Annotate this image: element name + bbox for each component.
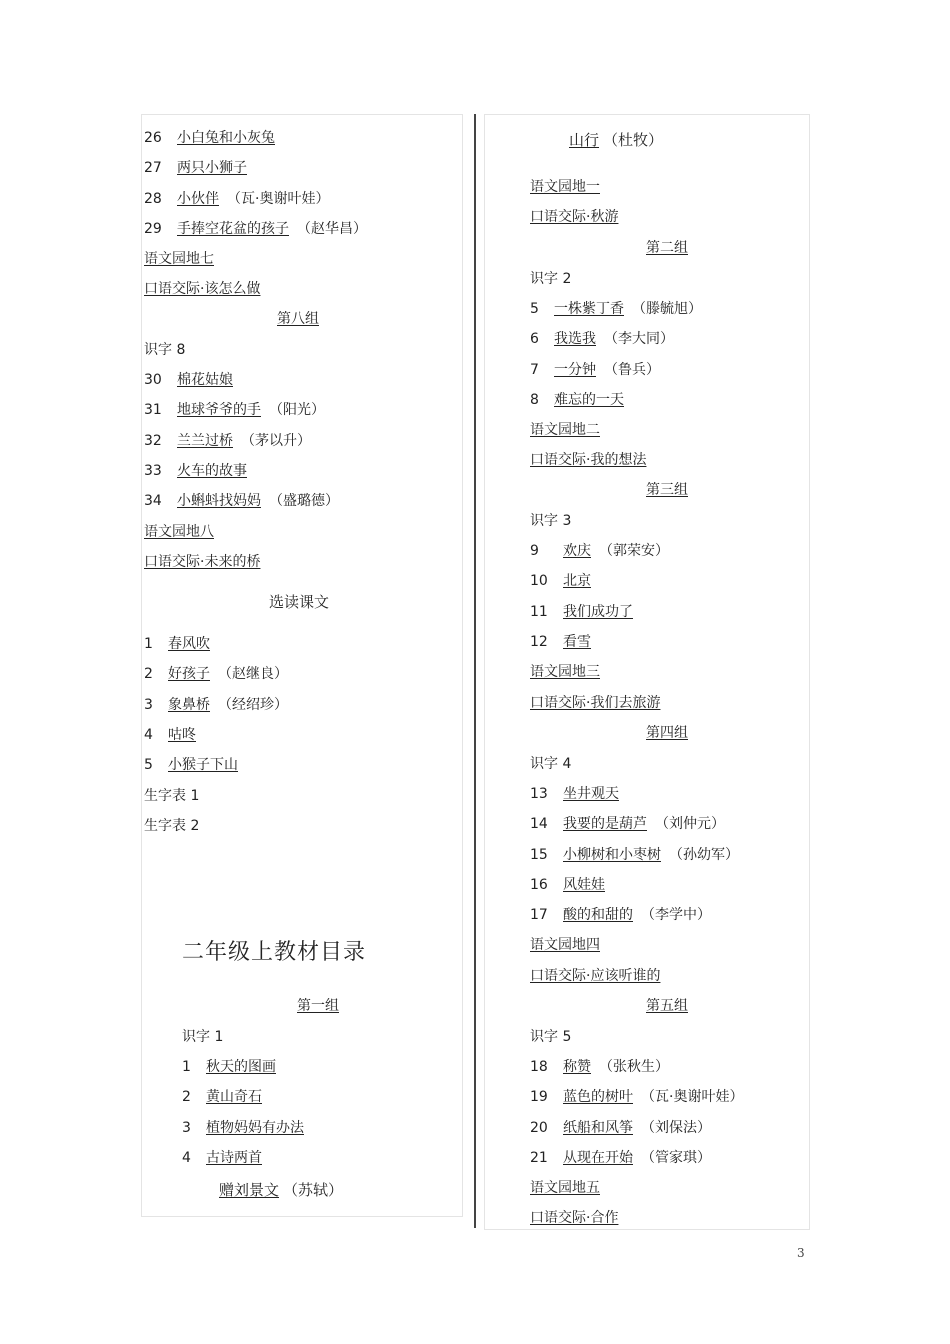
lesson-number: 28	[144, 191, 162, 207]
lesson-row	[182, 1149, 262, 1167]
lesson-title-link[interactable]: 看雪	[563, 634, 591, 650]
lesson-row	[530, 633, 591, 651]
poem-1-title[interactable]: 赠刘景文	[219, 1181, 280, 1199]
lesson-row	[530, 1119, 711, 1137]
lesson-row	[530, 542, 669, 560]
lesson-number: 29	[144, 221, 162, 237]
garden-2-link[interactable]: 语文园地二	[530, 422, 600, 438]
lesson-row	[530, 572, 591, 590]
lesson-author: （孙幼军）	[669, 847, 739, 863]
lesson-number: 16	[530, 877, 548, 893]
garden-3-link[interactable]: 语文园地三	[530, 664, 600, 680]
shizi-4-link[interactable]	[530, 755, 571, 773]
lesson-row	[530, 300, 702, 318]
lesson-row	[530, 876, 605, 894]
shizi-5-link[interactable]	[530, 1028, 571, 1046]
lesson-row	[182, 1088, 262, 1106]
group-4-heading[interactable]: 第四组	[646, 725, 688, 741]
lesson-number: 27	[144, 160, 162, 176]
lesson-title-link[interactable]: 蓝色的树叶	[563, 1089, 633, 1105]
elective-heading: 选读课文	[269, 593, 330, 611]
group-5-heading[interactable]: 第五组	[646, 998, 688, 1014]
lesson-author: （鲁兵）	[604, 362, 660, 378]
garden-7-link[interactable]: 语文园地七	[144, 251, 214, 267]
lesson-author: （管家琪）	[641, 1150, 711, 1166]
shizi-2-label: 识字 2	[530, 271, 572, 287]
lesson-title-link[interactable]: 兰兰过桥	[177, 433, 233, 449]
lesson-title-link[interactable]: 我要的是葫芦	[563, 816, 647, 832]
lesson-author: （郭荣安）	[599, 543, 669, 559]
lesson-title-link[interactable]: 小伙伴	[177, 191, 219, 207]
lesson-author: （李学中）	[641, 907, 711, 923]
lesson-title-link[interactable]: 棉花姑娘	[177, 372, 233, 388]
lesson-row	[530, 1058, 669, 1076]
poem-1-author: （苏轼）	[283, 1181, 344, 1199]
lesson-author: （瓦·奥谢叶娃）	[641, 1089, 744, 1105]
lesson-row	[144, 696, 288, 714]
group-3-heading[interactable]: 第三组	[646, 482, 688, 498]
oral-1-link[interactable]: 口语交际·秋游	[530, 209, 619, 225]
lesson-number: 18	[530, 1059, 548, 1075]
lesson-number: 34	[144, 493, 162, 509]
group-2-heading[interactable]: 第二组	[646, 240, 688, 256]
lesson-title-link[interactable]: 好孩子	[168, 666, 210, 682]
lesson-number: 8	[530, 392, 539, 408]
lesson-number: 26	[144, 130, 162, 146]
lesson-number: 6	[530, 331, 539, 347]
lesson-number: 3	[182, 1120, 191, 1136]
lesson-row	[144, 159, 247, 177]
lesson-number: 15	[530, 847, 548, 863]
lesson-title-link[interactable]: 坐井观天	[563, 786, 619, 802]
garden-4-link[interactable]: 语文园地四	[530, 937, 600, 953]
lesson-row	[144, 129, 275, 147]
lesson-row	[144, 190, 329, 208]
lesson-row	[144, 665, 288, 683]
lesson-author: （张秋生）	[599, 1059, 669, 1075]
lesson-row	[530, 361, 660, 379]
oral-8-link[interactable]: 口语交际·未来的桥	[144, 554, 261, 570]
group-8-heading[interactable]: 第八组	[277, 311, 319, 327]
lesson-number: 32	[144, 433, 162, 449]
lesson-row	[530, 1088, 743, 1106]
lesson-number: 2	[144, 666, 153, 682]
lesson-author: （盛璐德）	[269, 493, 339, 509]
lesson-title-link[interactable]: 手捧空花盆的孩子	[177, 221, 289, 237]
lesson-number: 11	[530, 604, 548, 620]
shizi-5-label: 识字 5	[530, 1029, 572, 1045]
lesson-row	[144, 492, 339, 510]
lesson-number: 4	[144, 727, 153, 743]
shizi-3-link[interactable]	[530, 512, 571, 530]
lesson-row	[144, 220, 367, 238]
char-table-2-link[interactable]	[144, 817, 199, 835]
shizi-1-link[interactable]	[182, 1028, 223, 1046]
lesson-title-link[interactable]: 古诗两首	[206, 1150, 262, 1166]
lesson-title-link[interactable]: 欢庆	[563, 543, 591, 559]
lesson-number: 5	[144, 757, 153, 773]
lesson-number: 31	[144, 402, 162, 418]
oral-2-link[interactable]: 口语交际·我的想法	[530, 452, 647, 468]
lesson-author: （刘保法）	[641, 1120, 711, 1136]
lesson-number: 2	[182, 1089, 191, 1105]
poem-2-heading	[569, 131, 663, 149]
lesson-row	[182, 1058, 276, 1076]
lesson-author: （刘仲元）	[655, 816, 725, 832]
oral-4-link[interactable]: 口语交际·应该听谁的	[530, 968, 661, 984]
lesson-title-link[interactable]: 称赞	[563, 1059, 591, 1075]
lesson-title-link[interactable]: 小柳树和小枣树	[563, 847, 661, 863]
lesson-title-link[interactable]: 火车的故事	[177, 463, 247, 479]
lesson-author: （滕毓旭）	[632, 301, 702, 317]
oral-3-link[interactable]: 口语交际·我们去旅游	[530, 695, 661, 711]
lesson-author: （赵华昌）	[297, 221, 367, 237]
lesson-title-link[interactable]: 小猴子下山	[168, 757, 238, 773]
lesson-row	[530, 815, 725, 833]
lesson-number: 10	[530, 573, 548, 589]
char-table-1-label: 生字表 1	[144, 788, 200, 804]
lesson-title-link[interactable]: 我们成功了	[563, 604, 633, 620]
lesson-title-link[interactable]: 两只小狮子	[177, 160, 247, 176]
lesson-row	[144, 401, 325, 419]
lesson-row	[530, 846, 739, 864]
lesson-title-link[interactable]: 酸的和甜的	[563, 907, 633, 923]
shizi-8-link[interactable]	[144, 341, 185, 359]
lesson-row	[530, 330, 674, 348]
lesson-row	[530, 391, 624, 409]
group-1-heading[interactable]: 第一组	[297, 998, 339, 1014]
lesson-author: （赵继良）	[218, 666, 288, 682]
lesson-row	[530, 906, 711, 924]
char-table-2-label: 生字表 2	[144, 818, 200, 834]
shizi-8-label: 识字 8	[144, 342, 186, 358]
lesson-title-link[interactable]: 象鼻桥	[168, 697, 210, 713]
lesson-author: （茅以升）	[241, 433, 311, 449]
oral-7-link[interactable]: 口语交际·该怎么做	[144, 281, 261, 297]
garden-1-link[interactable]: 语文园地一	[530, 179, 600, 195]
lesson-author: （李大同）	[604, 331, 674, 347]
lesson-row	[144, 635, 210, 653]
lesson-title-link[interactable]: 春风吹	[168, 636, 210, 652]
char-table-1-link[interactable]	[144, 787, 199, 805]
lesson-author: （经绍珍）	[218, 697, 288, 713]
lesson-number: 33	[144, 463, 162, 479]
lesson-number: 1	[144, 636, 153, 652]
poem-2-title[interactable]: 山行	[569, 131, 600, 149]
shizi-4-label: 识字 4	[530, 756, 572, 772]
column-divider	[474, 114, 476, 1228]
lesson-row	[530, 785, 619, 803]
lesson-title-link[interactable]: 黄山奇石	[206, 1089, 262, 1105]
lesson-row	[144, 726, 196, 744]
lesson-number: 4	[182, 1150, 191, 1166]
lesson-title-link[interactable]: 纸船和风筝	[563, 1120, 633, 1136]
lesson-number: 3	[144, 697, 153, 713]
lesson-number: 19	[530, 1089, 548, 1105]
lesson-row	[182, 1119, 304, 1137]
lesson-title-link[interactable]: 秋天的图画	[206, 1059, 276, 1075]
lesson-title-link[interactable]: 小白兔和小灰兔	[177, 130, 275, 146]
lesson-number: 1	[182, 1059, 191, 1075]
lesson-title-link[interactable]: 植物妈妈有办法	[206, 1120, 304, 1136]
lesson-number: 9	[530, 543, 539, 559]
lesson-number: 20	[530, 1120, 548, 1136]
lesson-number: 13	[530, 786, 548, 802]
lesson-title-link[interactable]: 地球爷爷的手	[177, 402, 261, 418]
shizi-3-label: 识字 3	[530, 513, 572, 529]
lesson-number: 17	[530, 907, 548, 923]
lesson-number: 30	[144, 372, 162, 388]
poem-1-heading	[219, 1181, 343, 1199]
lesson-title-link[interactable]: 从现在开始	[563, 1150, 633, 1166]
lesson-title-link[interactable]: 小蝌蚪找妈妈	[177, 493, 261, 509]
lesson-row	[144, 371, 233, 389]
lesson-title-link[interactable]: 难忘的一天	[554, 392, 624, 408]
lesson-author: （瓦·奥谢叶娃）	[227, 191, 330, 207]
lesson-row	[144, 756, 238, 774]
lesson-title-link[interactable]: 我选我	[554, 331, 596, 347]
lesson-number: 7	[530, 362, 539, 378]
poem-2-author: （杜牧）	[603, 131, 664, 149]
lesson-title-link[interactable]: 咕咚	[168, 727, 196, 743]
lesson-row	[144, 432, 311, 450]
lesson-number: 12	[530, 634, 548, 650]
lesson-title-link[interactable]: 一株紫丁香	[554, 301, 624, 317]
page-number: 3	[797, 1246, 805, 1260]
lesson-row	[530, 1149, 711, 1167]
lesson-row	[144, 462, 247, 480]
lesson-title-link[interactable]: 北京	[563, 573, 591, 589]
lesson-number: 5	[530, 301, 539, 317]
shizi-1-label: 识字 1	[182, 1029, 224, 1045]
lesson-author: （阳光）	[269, 402, 325, 418]
lesson-number: 14	[530, 816, 548, 832]
lesson-title-link[interactable]: 一分钟	[554, 362, 596, 378]
grade-title: 二年级上教材目录	[182, 940, 367, 965]
lesson-row	[530, 603, 633, 621]
lesson-number: 21	[530, 1150, 548, 1166]
garden-8-link[interactable]: 语文园地八	[144, 524, 214, 540]
oral-5-link[interactable]: 口语交际·合作	[530, 1210, 619, 1226]
lesson-title-link[interactable]: 风娃娃	[563, 877, 605, 893]
garden-5-link[interactable]: 语文园地五	[530, 1180, 600, 1196]
shizi-2-link[interactable]	[530, 270, 571, 288]
